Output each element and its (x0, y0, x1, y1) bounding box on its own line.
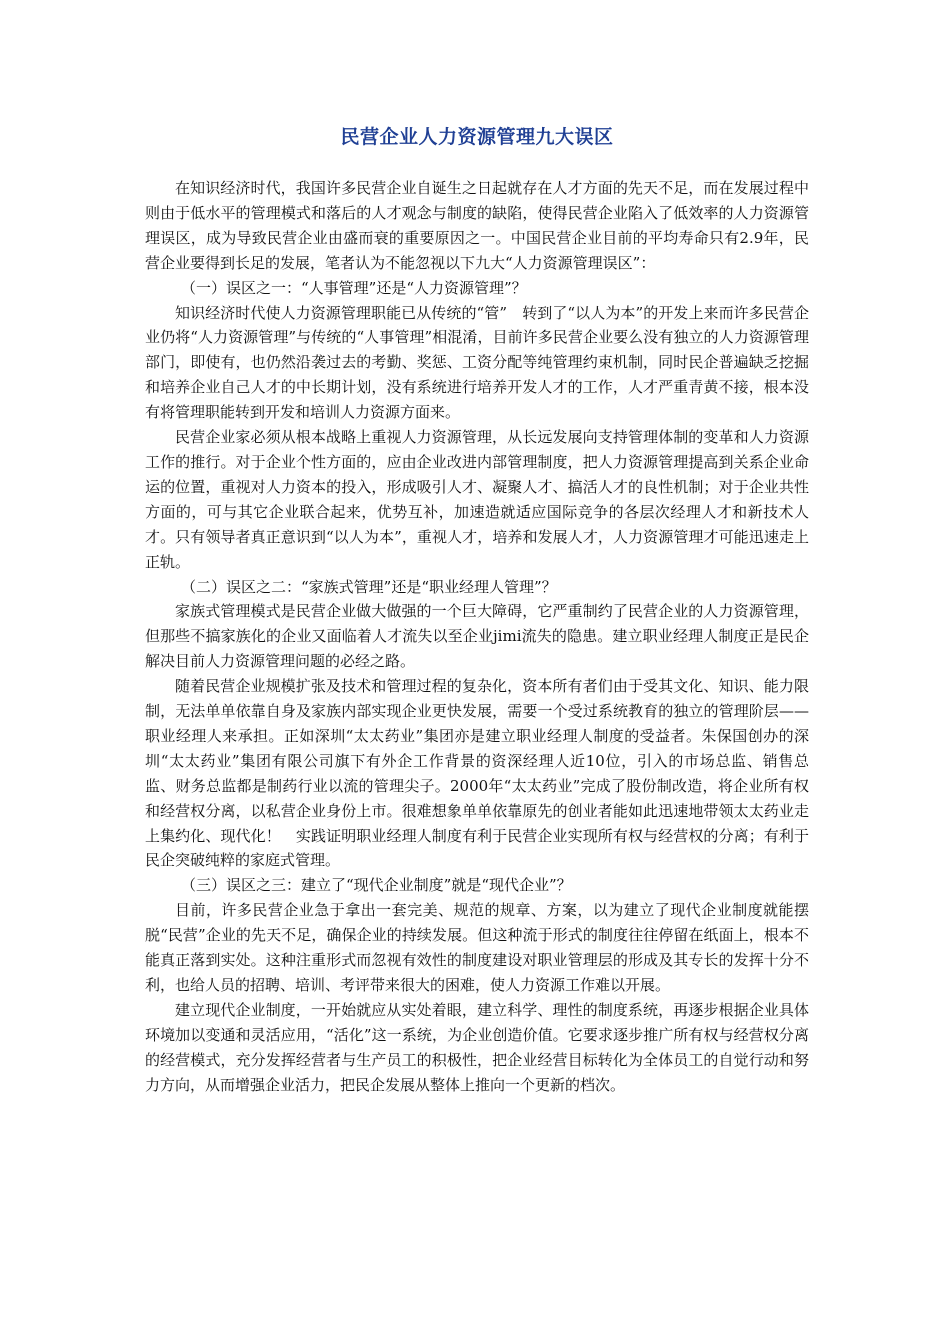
paragraph-3a: 目前，许多民营企业急于拿出一套完美、规范的规章、方案，以为建立了现代企业制度就能摆脱“民营”企业的先天不足，确保企业的持续发展。但这种流于形式的制度往往停留在纸面上，根本不能真正落到实处。这种注重形式而忽视有效性的制度建设对职业管理层的形成及其专长的发挥十分不利，也给人员的招聘、培训、考评带来很大的困难，使人力资源工作难以开展。 (145, 901, 809, 994)
document-title: 民营企业人力资源管理九大误区 (340, 126, 614, 148)
paragraph-1a: 知识经济时代使人力资源管理职能已从传统的“管” 转到了“以人为本”的开发上来而许多民营企业仍将“人力资源管理”与传统的“人事管理”相混淆，目前许多民营企业要么没有独立的人力资源管理部门，即使有，也仍然沿袭过去的考勤、奖惩、工资分配等纯管理约束机制，同时民企普遍缺乏挖掘和培养企业自己人才的中长期计划，没有系统进行培养开发人才的工作，人才严重青黄不接，根本没有将管理职能转到开发和培训人力资源方面来。 (145, 303, 809, 422)
paragraph-intro: 在知识经济时代，我国许多民营企业自诞生之日起就存在人才方面的先天不足，而在发展过程中则由于低水平的管理模式和落后的人才观念与制度的缺陷，使得民营企业陷入了低效率的人力资源管理误区，成为导致民营企业由盛而衰的重要原因之一。中国民营企业目前的平均寿命只有2.9年，民营企业要得到长足的发展，笔者认为不能忽视以下九大“人力资源管理误区”： (145, 179, 809, 272)
section-heading-2: （二）误区之二：“家族式管理”还是“职业经理人管理”？ (181, 577, 557, 596)
paragraph-3b: 建立现代企业制度，一开始就应从实处着眼，建立科学、理性的制度系统，再逐步根据企业具体环境加以变通和灵活应用，“活化”这一系统，为企业创造价值。它要求逐步推广所有权与经营权分离的经营模式，充分发挥经营者与生产员工的积极性，把企业经营目标转化为全体员工的自觉行动和努力方向，从而增强企业活力，把民企发展从整体上推向一个更新的档次。 (145, 1000, 809, 1094)
document-page (145, 122, 809, 1098)
paragraph-2a: 家族式管理模式是民营企业做大做强的一个巨大障碍，它严重制约了民营企业的人力资源管理，但那些不搞家族化的企业又面临着人才流失以至企业jimi流失的隐患。建立职业经理人制度正是民企解决目前人力资源管理问题的必经之路。 (145, 602, 809, 671)
section-heading-3: （三）误区之三：建立了“现代企业制度”就是“现代企业”？ (181, 876, 572, 895)
paragraph-1b: 民营企业家必须从根本战略上重视人力资源管理，从长远发展向支持管理体制的变革和人力资源工作的推行。对于企业个性方面的，应由企业改进内部管理制度，把人力资源管理提高到关系企业命运的位置，重视对人力资本的投入，形成吸引人才、凝聚人才、搞活人才的良性机制；对于企业共性方面的，可与其它企业联合起来，优势互补，加速造就适应国际竞争的各层次经理人才和新技术人才。只有领导者真正意识到“以人为本”，重视人才，培养和发展人才，人力资源管理才可能迅速走上正轨。 (145, 428, 809, 571)
section-heading-1: （一）误区之一：“人事管理”还是“人力资源管理”？ (181, 278, 527, 297)
paragraph-2b: 随着民营企业规模扩张及技术和管理过程的复杂化，资本所有者们由于受其文化、知识、能力限制，无法单单依靠自身及家族内部实现企业更快发展，需要一个受过系统教育的独立的管理阶层——职业经理人来承担。正如深圳“太太药业”集团亦是建立职业经理人制度的受益者。朱保国创办的深圳“太太药业”集团有限公司旗下有外企工作背景的资深经理人近10位，引入的市场总监、销售总监、财务总监都是制药行业以流的管理尖子。2000年“太太药业”完成了股份制改造，将企业所有权和经营权分离，以私营企业身份上市。很难想象单单依靠原先的创业者能如此迅速地带领太太药业走上集约化、现代化！ 实践证明职业经理人制度有利于民营企业实现所有权与经营权的分离；有利于民企突破纯粹的家庭式管理。 (145, 677, 809, 870)
